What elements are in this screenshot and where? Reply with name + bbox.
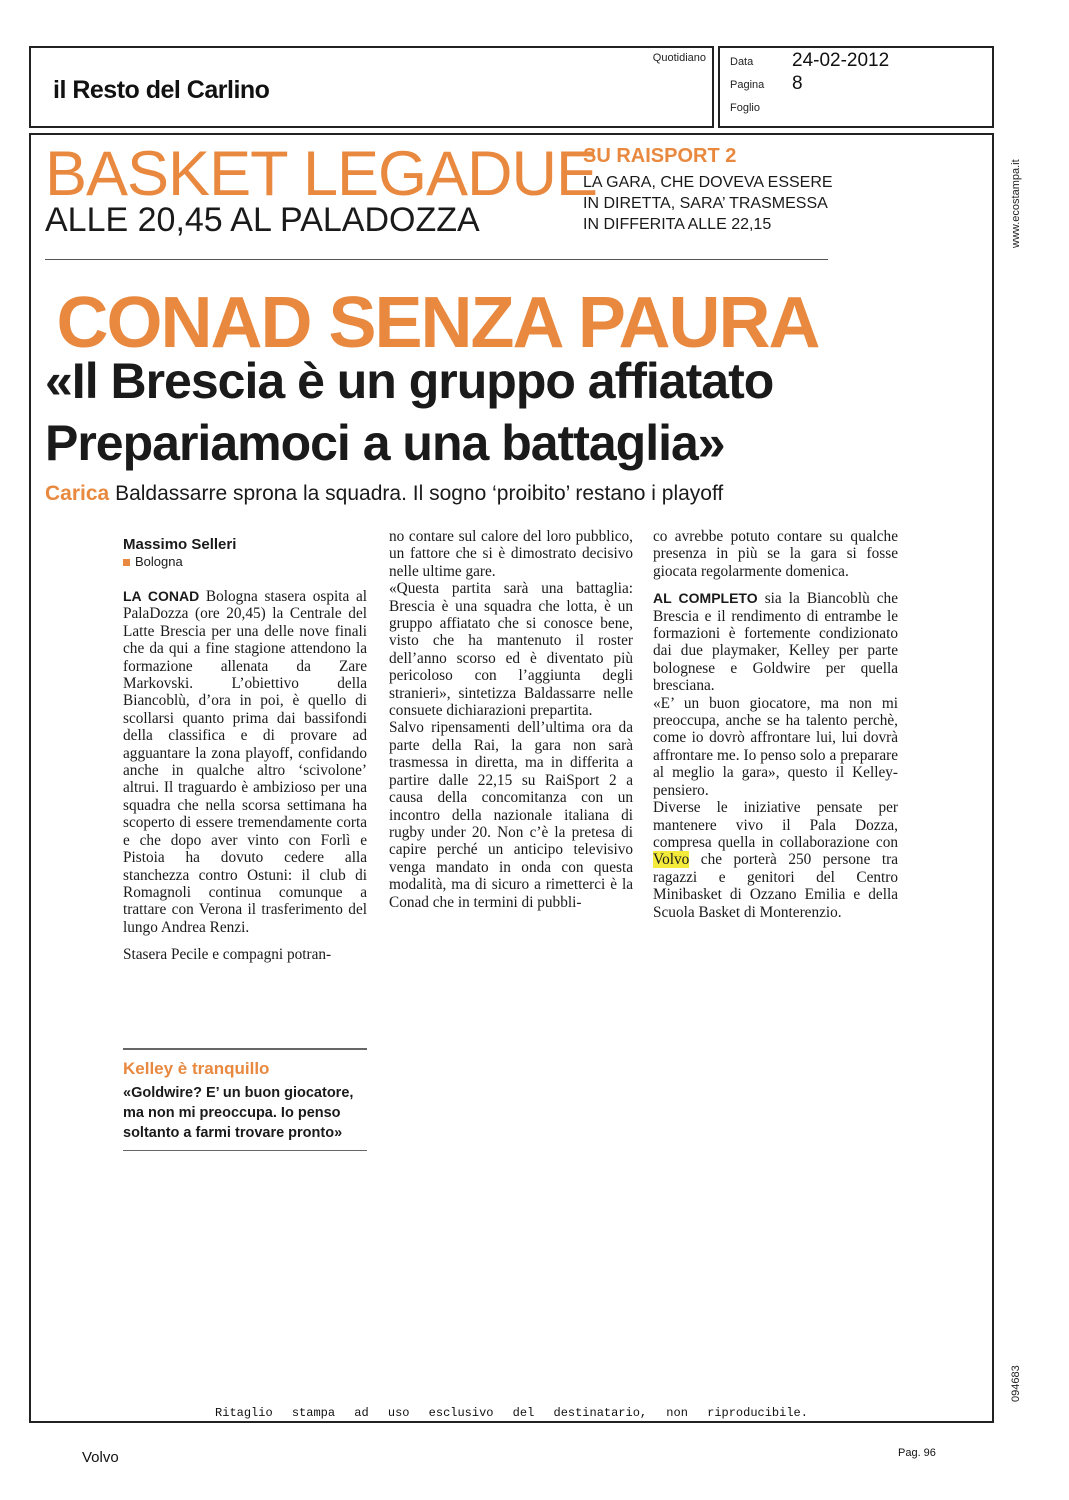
summary-kicker: Carica — [45, 482, 110, 505]
body-column-1 — [123, 588, 367, 964]
page-number: Pag. 96 — [898, 1447, 936, 1459]
paragraph — [653, 799, 898, 921]
quote-box-bottom-rule — [123, 1150, 367, 1151]
side-code: 094683 — [1010, 1365, 1022, 1402]
data-value: 24-02-2012 — [792, 50, 890, 71]
paragraph: Stasera Pecile e compagni potran- — [123, 946, 332, 964]
subhead-line-2: Prepariamoci a una battaglia» — [45, 415, 725, 471]
header-masthead-box — [29, 46, 714, 128]
paragraph — [653, 590, 898, 694]
data-label: Data — [730, 56, 754, 68]
pagina-value: 8 — [792, 73, 803, 94]
aside-line: LA GARA, CHE DOVEVA ESSERE — [583, 174, 833, 191]
side-url: www.ecostampa.it — [1010, 159, 1022, 248]
paragraph-text: che porterà 250 persone tra ragazzi e genitori del Centro Minibasket di Ozzano Emilia e della Scuola Basket di Monterenzio. — [653, 851, 898, 921]
aside-line: IN DIRETTA, SARA’ TRASMESSA — [583, 195, 828, 212]
aside-title: SU RAISPORT 2 — [583, 145, 737, 167]
summary-text: Baldassarre sprona la squadra. Il sogno ‘proibito’ restano i playoff — [115, 482, 724, 505]
lead-in: AL COMPLETO — [653, 590, 758, 607]
aside-line: IN DIFFERITA ALLE 22,15 — [583, 216, 772, 233]
lead-in: LA CONAD — [123, 588, 200, 604]
clipping-notice: Ritaglio stampa ad uso esclusivo del destinatario, non riproducibile. — [215, 1406, 808, 1420]
paragraph-text: Diverse le iniziative pensate per mantenere vivo il Pala Dozza, compresa quella in collaborazione con — [653, 799, 898, 851]
header-meta-box — [718, 46, 994, 128]
body-column-2 — [389, 528, 633, 911]
section-divider — [45, 259, 828, 260]
quote-box-top-rule — [123, 1048, 367, 1050]
paragraph — [123, 588, 367, 936]
dateline-square-icon — [123, 559, 130, 566]
section-kicker-sub: ALLE 20,45 AL PALADOZZA — [45, 201, 480, 239]
dateline — [123, 554, 183, 569]
newspaper-masthead: il Resto del Carlino — [53, 76, 270, 104]
paragraph-text: sia la Biancoblù che Brescia e il rendimento di entrambe le formazioni è fortemente condizionato dai due playmaker, Kelley per parte bolognese e Goldwire per quella bresciana. — [653, 590, 898, 695]
paragraph: co avrebbe potuto contare su qualche presenza in più se la gara si fosse giocata regolarmente domenica. — [653, 528, 898, 580]
client-name: Volvo — [82, 1449, 119, 1466]
author: Massimo Selleri — [123, 536, 237, 553]
quote-box-text: «Goldwire? E’ un buon giocatore, ma non mi preoccupa. Io penso soltanto a farmi trovare pronto» — [123, 1085, 354, 1141]
location: Bologna — [135, 554, 183, 569]
quote-box-title: Kelley è tranquillo — [123, 1059, 270, 1078]
paragraph: Salvo ripensamenti dell’ultima ora da parte della Rai, la gara non sarà trasmessa in diretta, ma in differita a partire dalle 22,15 su RaiSport 2 a causa della concomitanza con un incontro della nazionale italiana di rugby under 20. Non c’è la pretesa di capire perché un anticipo televisivo venga mandato in onda con questa modalità, ma di sicuro a rimetterci è la Conad che in termini di pubbli- — [389, 719, 633, 911]
subhead-line-1: «Il Brescia è un gruppo affiatato — [45, 353, 774, 409]
paragraph-text: Bologna stasera ospita al PalaDozza (ore 20,45) la Centrale del Latte Brescia per una delle nove finali che da qui a fine stagione attendono la formazione allenata da Zare Markovski. L’obiettivo della Biancoblù, d’ora in poi, è quello di scollarsi quanto prima dai bassifondi della classifica e di provare ad agguantare la zona playoff, confidando anche in qualche altro ‘scivolone’ altrui. Il traguardo è ambizioso per una squadra che nella scorsa settimana ha scoperto di essere tremendamente corta e che dopo aver vinto con Forlì e Pistoia ha dovuto cedere alla stanchezza contro Ostuni: il club di Romagnoli continua comunque a trattare con Verona il trasferimento del lungo Andrea Renzi. — [123, 588, 367, 936]
body-column-3 — [653, 528, 898, 921]
paragraph: no contare sul calore del loro pubblico, un fattore che si è dimostrato decisivo nelle ultime gare. — [389, 528, 633, 580]
headline: CONAD SENZA PAURA — [56, 283, 819, 363]
highlighted-keyword: Volvo — [653, 851, 690, 869]
section-kicker: BASKET LEGADUE — [45, 139, 598, 209]
foglio-label: Foglio — [730, 102, 760, 114]
pagina-label: Pagina — [730, 79, 765, 91]
publication-type: Quotidiano — [652, 52, 706, 64]
summary — [45, 482, 723, 506]
paragraph: «E’ un buon giocatore, ma non mi preoccupa, anche se ha talento perchè, come io dovrò affrontare lui, lui dovrà affrontare me. Io penso solo a preparare al meglio la gara», questo il Kelley-pensiero. — [653, 694, 898, 799]
paragraph: «Questa partita sarà una battaglia: Brescia è una squadra che lotta, è un gruppo affiatato che si conosce bene, visto che ha mantenuto il roster dell’anno scorso ed è diventato più pericoloso con l’aggiunta degli stranieri», sintetizza Baldassarre nelle consuete dichiarazioni prepartita. — [389, 580, 633, 720]
